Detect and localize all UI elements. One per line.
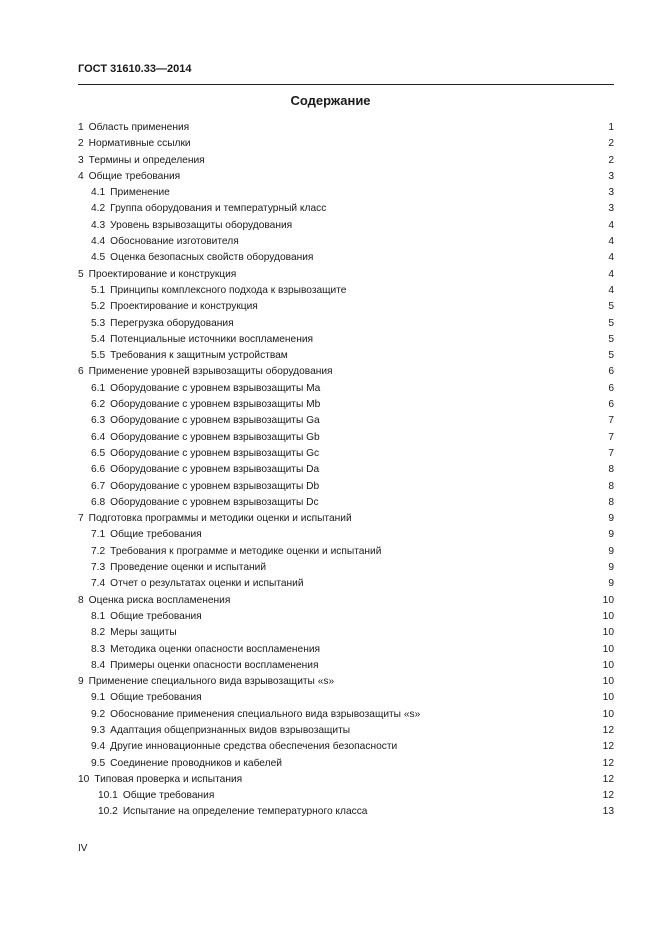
toc-entry[interactable]: [78, 185, 614, 201]
toc-entry-number: 8.4: [91, 659, 106, 671]
toc-entry-title: Группа оборудования и температурный класс: [110, 203, 327, 215]
toc-entry[interactable]: [78, 560, 614, 576]
toc-entry[interactable]: [78, 430, 614, 446]
toc-entry-number: 6: [78, 366, 84, 378]
toc-entry-number: 7.2: [91, 545, 106, 557]
toc-entry[interactable]: [78, 397, 614, 413]
toc-entry[interactable]: [78, 267, 614, 283]
toc-entry-number: 5.3: [91, 317, 106, 329]
toc-entry-number: 4: [78, 170, 84, 182]
toc-entry-number: 3: [78, 154, 84, 166]
toc-entry-page: 1: [608, 122, 614, 133]
toc-entry-number: 6.5: [91, 447, 106, 459]
toc-entry-number: 7.4: [91, 578, 106, 590]
toc-entry-page: 10: [602, 643, 614, 655]
toc-entry-title: Перегрузка оборудования: [110, 317, 234, 329]
toc-entry-number: 6.6: [91, 464, 106, 476]
toc-entry-number: 2: [78, 138, 84, 150]
toc-entry[interactable]: [78, 495, 614, 511]
toc-entry-title: Общие требования: [88, 170, 181, 182]
toc-entry[interactable]: [78, 642, 614, 658]
toc-entry-page: 5: [608, 333, 614, 345]
toc-entry-number: 6.3: [91, 415, 106, 427]
toc-entry-page: 10: [602, 610, 614, 622]
toc-entry[interactable]: [78, 364, 614, 380]
toc-entry-number: 6.8: [91, 496, 106, 508]
toc-entry-number: 9.4: [91, 741, 106, 753]
toc-entry-title: Нормативные ссылки: [88, 138, 191, 150]
toc-entry-number: 4.4: [91, 236, 106, 248]
toc-entry[interactable]: [78, 674, 614, 690]
toc-entry[interactable]: [78, 120, 614, 136]
toc-entry[interactable]: [78, 707, 614, 723]
toc-entry-page: 2: [608, 154, 614, 166]
toc-entry-title: Меры защиты: [110, 627, 177, 639]
toc-entry-number: 5: [78, 268, 84, 280]
toc-entry-title: Подготовка программы и методики оценки и испытаний: [88, 513, 352, 525]
toc-entry-page: 7: [608, 447, 614, 459]
toc-entry-title: Примеры оценки опасности воспламенения: [110, 659, 319, 671]
toc-entry-title: Проведение оценки и испытаний: [110, 562, 267, 574]
toc-entry-number: 6.4: [91, 431, 106, 443]
toc-entry-page: 7: [608, 431, 614, 443]
toc-entry-number: 6.2: [91, 399, 106, 411]
toc-entry-title: Потенциальные источники воспламенения: [110, 333, 314, 345]
toc-entry-title: Общие требования: [110, 692, 202, 704]
toc-entry[interactable]: [78, 316, 614, 332]
toc-entry[interactable]: [78, 658, 614, 674]
toc-entry[interactable]: [78, 479, 614, 495]
toc-entry-number: 1: [78, 122, 84, 133]
toc-entry[interactable]: [78, 218, 614, 234]
toc-entry-page: 10: [602, 594, 614, 606]
toc-entry-page: 4: [608, 284, 614, 296]
toc-entry[interactable]: [78, 234, 614, 250]
toc-entry-title: Проектирование и конструкция: [88, 268, 237, 280]
table-of-contents: [78, 120, 614, 821]
toc-entry-number: 10.1: [98, 790, 118, 802]
toc-entry-title: Оборудование с уровнем взрывозащиты Gb: [110, 431, 320, 443]
toc-entry[interactable]: [78, 772, 614, 788]
toc-entry[interactable]: [78, 299, 614, 315]
toc-entry-title: Оборудование с уровнем взрывозащиты Gc: [110, 447, 320, 459]
toc-entry-page: 6: [608, 366, 614, 378]
toc-entry-title: Оборудование с уровнем взрывозащиты Ga: [110, 415, 320, 427]
toc-entry-number: 5.2: [91, 301, 106, 313]
toc-entry-number: 10: [78, 773, 90, 785]
toc-entry-page: 6: [608, 382, 614, 394]
toc-entry[interactable]: [78, 723, 614, 739]
toc-entry-number: 6.1: [91, 382, 106, 394]
toc-entry-number: 9.3: [91, 724, 106, 736]
toc-entry-number: 4.2: [91, 203, 106, 215]
toc-entry-number: 5.5: [91, 350, 106, 362]
toc-entry-title: Требования к программе и методике оценки и испытаний: [110, 545, 382, 557]
document-header: ГОСТ 31610.33—2014: [78, 63, 192, 75]
toc-entry[interactable]: [78, 332, 614, 348]
toc-entry-title: Общие требования: [110, 610, 202, 622]
toc-entry-number: 5.1: [91, 284, 106, 296]
toc-entry-title: Обоснование изготовителя: [110, 236, 239, 248]
toc-entry-title: Применение уровней взрывозащиты оборудования: [88, 366, 333, 378]
toc-entry[interactable]: [78, 462, 614, 478]
toc-entry-page: 5: [608, 301, 614, 313]
toc-entry-page: 12: [602, 757, 614, 769]
toc-entry-number: 8.3: [91, 643, 106, 655]
page-number: IV: [78, 843, 88, 854]
toc-entry-page: 10: [602, 627, 614, 639]
toc-entry-page: 10: [602, 708, 614, 720]
toc-entry[interactable]: [78, 788, 614, 804]
toc-entry-page: 9: [608, 513, 614, 525]
toc-entry[interactable]: [78, 609, 614, 625]
toc-entry-page: 5: [608, 350, 614, 362]
toc-entry[interactable]: [78, 283, 614, 299]
toc-entry-number: 4.5: [91, 252, 106, 264]
toc-entry-page: 9: [608, 562, 614, 574]
toc-entry-title: Уровень взрывозащиты оборудования: [110, 219, 293, 231]
toc-entry-page: 12: [602, 741, 614, 753]
toc-entry[interactable]: [78, 446, 614, 462]
toc-entry-title: Термины и определения: [88, 154, 205, 166]
toc-entry-title: Оборудование с уровнем взрывозащиты Mb: [110, 399, 321, 411]
toc-entry[interactable]: [78, 250, 614, 266]
toc-entry[interactable]: [78, 544, 614, 560]
toc-entry[interactable]: [78, 593, 614, 609]
toc-entry-title: Применение специального вида взрывозащиты «s»: [88, 676, 335, 688]
toc-entry-title: Другие инновационные средства обеспечения безопасности: [110, 741, 398, 753]
toc-entry[interactable]: [78, 348, 614, 364]
toc-entry-page: 12: [602, 790, 614, 802]
toc-entry-title: Оборудование с уровнем взрывозащиты Ma: [110, 382, 321, 394]
toc-entry-title: Оборудование с уровнем взрывозащиты Dc: [110, 496, 319, 508]
header-rule: [78, 84, 614, 85]
toc-entry-page: 12: [602, 773, 614, 785]
toc-entry-page: 3: [608, 170, 614, 182]
toc-entry-page: 6: [608, 399, 614, 411]
toc-entry-number: 9: [78, 676, 84, 688]
toc-entry[interactable]: [78, 153, 614, 169]
toc-entry[interactable]: [78, 804, 614, 820]
toc-entry[interactable]: [78, 576, 614, 592]
toc-entry[interactable]: [78, 169, 614, 185]
toc-entry-number: 7: [78, 513, 84, 525]
toc-entry-page: 10: [602, 692, 614, 704]
toc-entry-title: Адаптация общепризнанных видов взрывозащиты: [110, 724, 351, 736]
toc-entry-number: 8: [78, 594, 84, 606]
toc-entry[interactable]: [78, 413, 614, 429]
toc-entry[interactable]: [78, 690, 614, 706]
toc-entry-title: Общие требования: [110, 529, 202, 541]
toc-entry-title: Оценка риска воспламенения: [88, 594, 231, 606]
toc-entry-number: 8.1: [91, 610, 106, 622]
toc-entry-number: 5.4: [91, 333, 106, 345]
toc-entry-title: Отчет о результатах оценки и испытаний: [110, 578, 304, 590]
toc-entry-number: 10.2: [98, 806, 118, 818]
toc-entry-title: Методика оценки опасности воспламенения: [110, 643, 321, 655]
toc-entry-page: 9: [608, 529, 614, 541]
toc-entry-page: 12: [602, 724, 614, 736]
toc-entry[interactable]: [78, 756, 614, 772]
toc-entry-page: 4: [608, 219, 614, 231]
toc-entry-number: 8.2: [91, 627, 106, 639]
toc-entry-page: 4: [608, 236, 614, 248]
page-title: Содержание: [290, 93, 371, 108]
toc-entry-title: Типовая проверка и испытания: [94, 773, 243, 785]
toc-entry-page: 4: [608, 268, 614, 280]
toc-entry-page: 10: [602, 676, 614, 688]
toc-entry[interactable]: [78, 201, 614, 217]
toc-entry-title: Требования к защитным устройствам: [110, 350, 288, 362]
toc-entry-number: 7.3: [91, 562, 106, 574]
toc-entry-page: 3: [608, 187, 614, 199]
toc-entry[interactable]: [78, 739, 614, 755]
toc-entry-page: 7: [608, 415, 614, 427]
toc-entry-number: 7.1: [91, 529, 106, 541]
toc-entry-title: Общие требования: [122, 790, 215, 802]
toc-entry-number: 9.1: [91, 692, 106, 704]
toc-entry-title: Применение: [110, 187, 170, 199]
toc-entry[interactable]: [78, 136, 614, 152]
toc-entry[interactable]: [78, 527, 614, 543]
toc-entry-title: Испытание на определение температурного класса: [122, 806, 368, 818]
toc-entry-number: 6.7: [91, 480, 106, 492]
toc-entry-title: Оборудование с уровнем взрывозащиты Db: [110, 480, 320, 492]
toc-entry-title: Область применения: [88, 122, 190, 133]
toc-entry-number: 9.5: [91, 757, 106, 769]
toc-entry-page: 3: [608, 203, 614, 215]
toc-entry-page: 8: [608, 464, 614, 476]
toc-entry-page: 8: [608, 480, 614, 492]
toc-entry-page: 5: [608, 317, 614, 329]
toc-entry-number: 4.3: [91, 219, 106, 231]
toc-entry-page: 9: [608, 578, 614, 590]
toc-entry-page: 13: [602, 806, 614, 818]
toc-entry-title: Оценка безопасных свойств оборудования: [110, 252, 314, 264]
toc-entry-number: 9.2: [91, 708, 106, 720]
toc-entry-title: Соединение проводников и кабелей: [110, 757, 282, 769]
toc-entry-page: 2: [608, 138, 614, 150]
toc-entry-title: Обоснование применения специального вида взрывозащиты «s»: [110, 708, 421, 720]
toc-entry-page: 4: [608, 252, 614, 264]
toc-entry-title: Проектирование и конструкция: [110, 301, 258, 313]
toc-entry-title: Принципы комплексного подхода к взрывозащите: [110, 284, 347, 296]
toc-entry-title: Оборудование с уровнем взрывозащиты Da: [110, 464, 320, 476]
toc-entry-page: 9: [608, 545, 614, 557]
toc-entry-page: 8: [608, 496, 614, 508]
toc-entry[interactable]: [78, 511, 614, 527]
toc-entry[interactable]: [78, 381, 614, 397]
toc-entry[interactable]: [78, 625, 614, 641]
toc-entry-page: 10: [602, 659, 614, 671]
toc-entry-number: 4.1: [91, 187, 106, 199]
